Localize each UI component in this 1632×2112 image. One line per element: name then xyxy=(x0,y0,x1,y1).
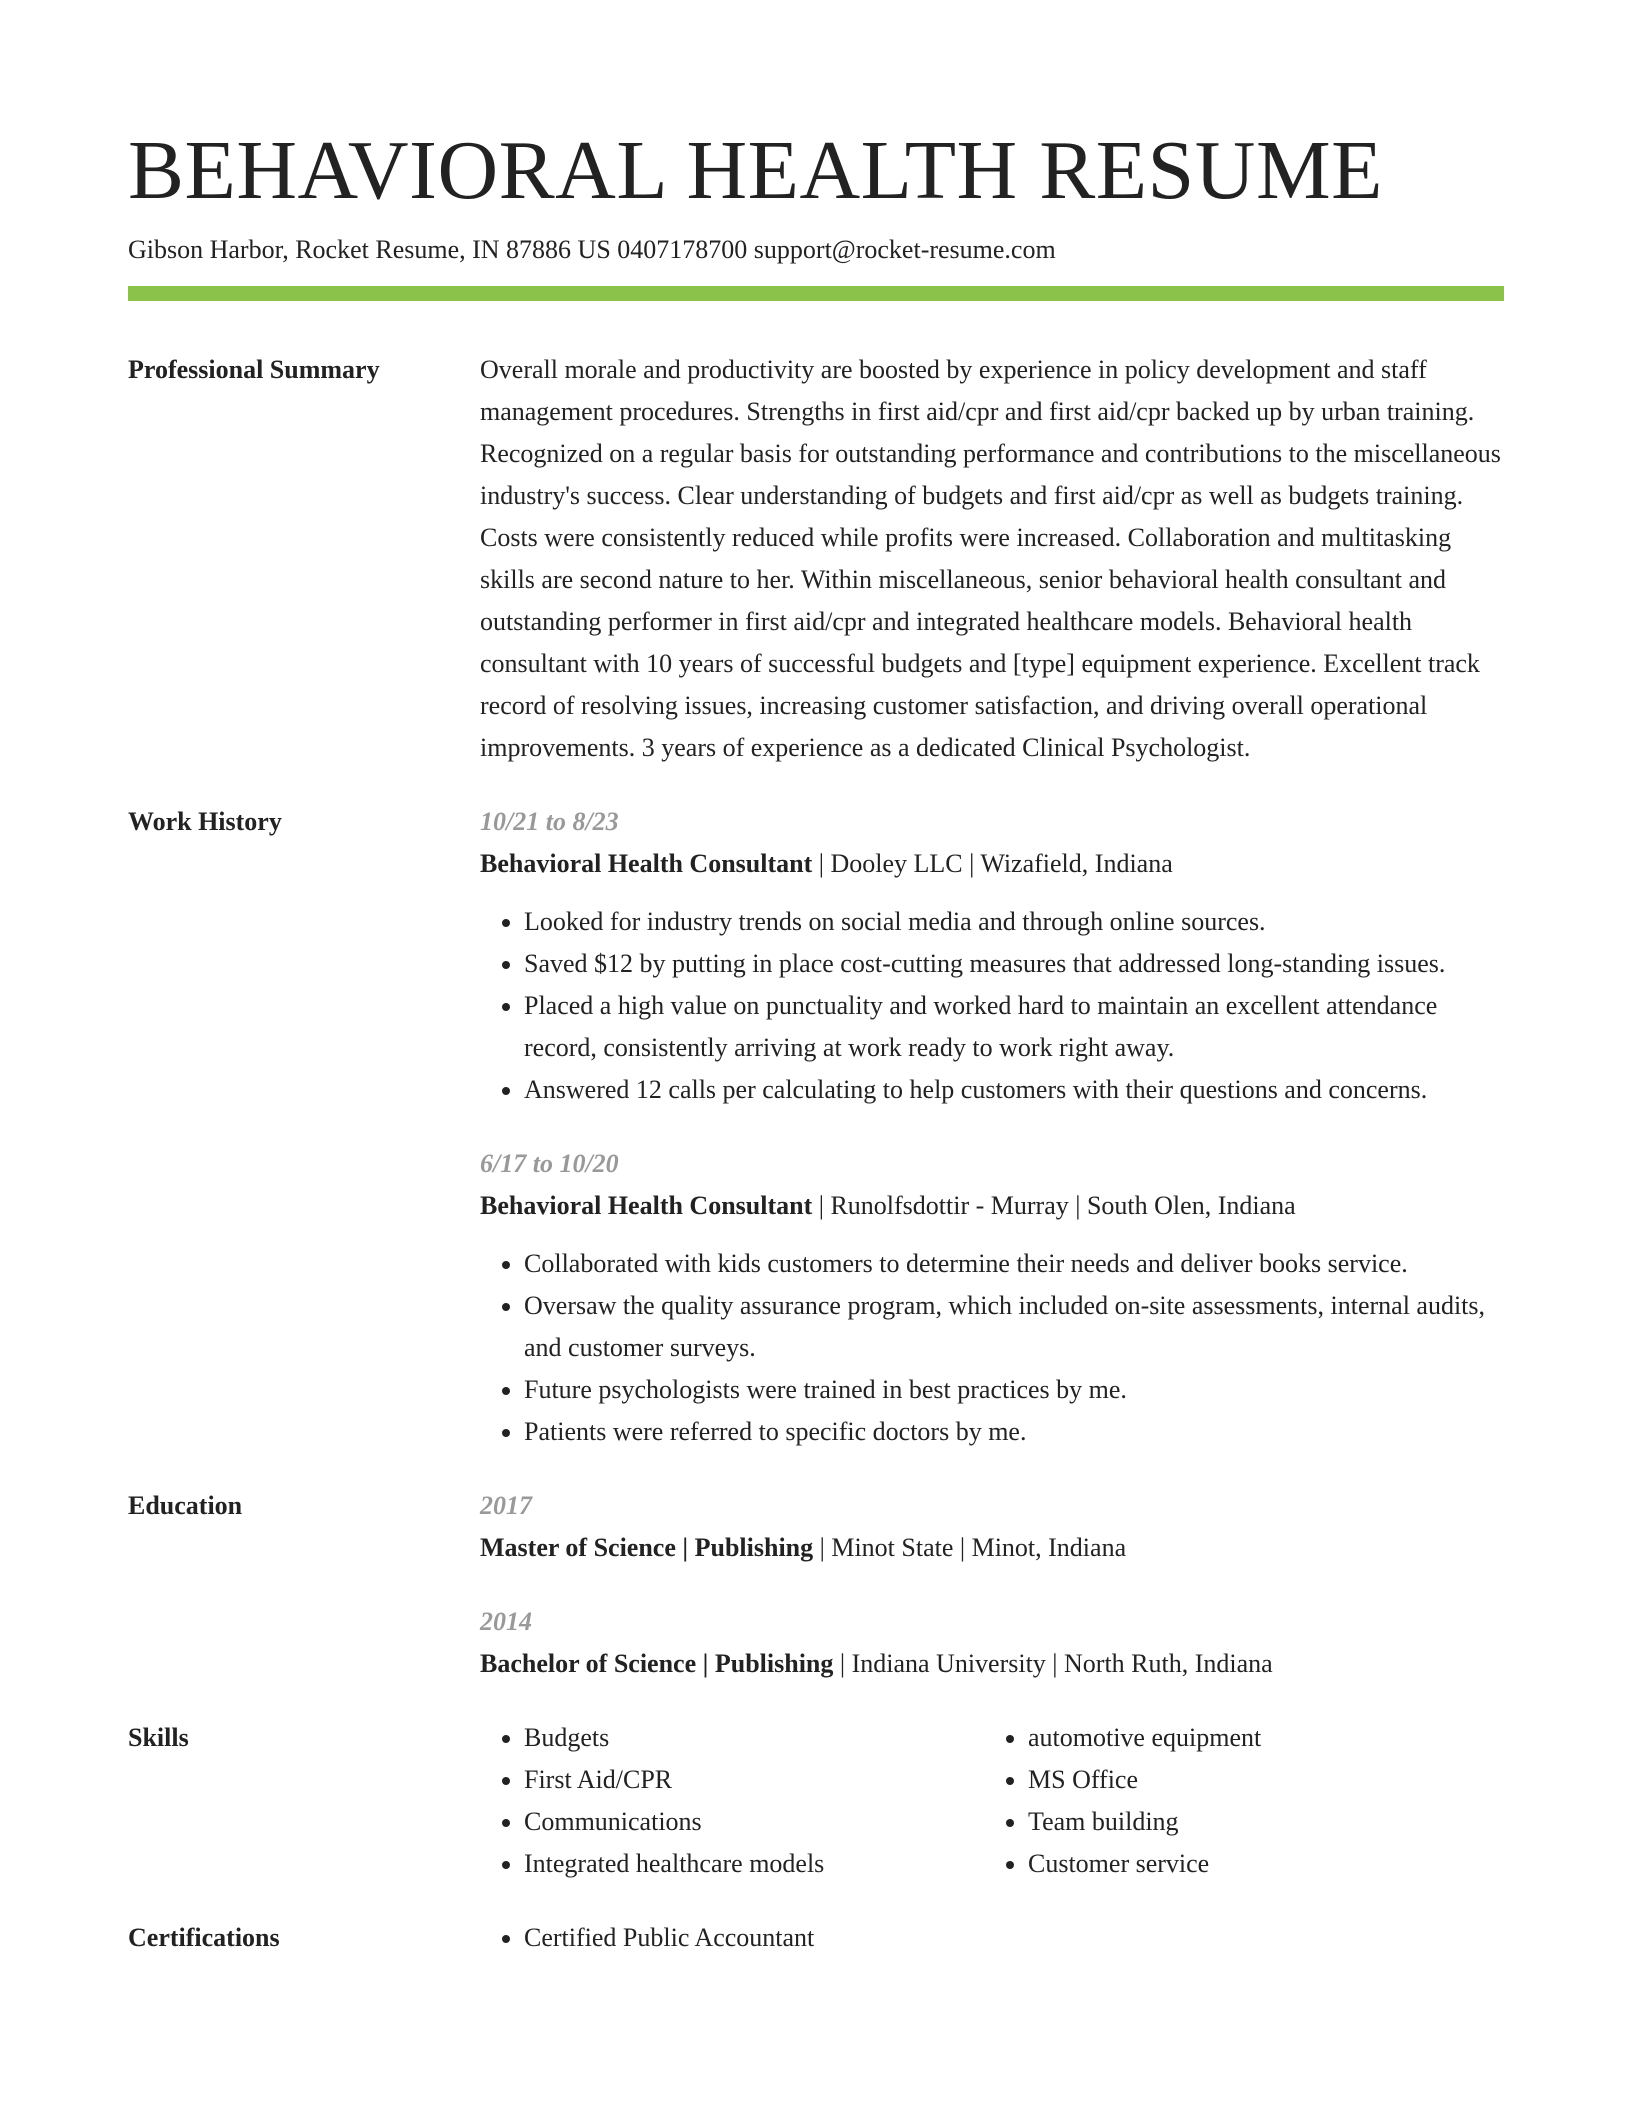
list-item: • Communications xyxy=(524,1801,984,1843)
skills-list-right xyxy=(984,1717,1488,1885)
job-role: Behavioral Health Consultant xyxy=(480,849,813,878)
work-history-section xyxy=(128,801,1504,1453)
skills-list-left xyxy=(480,1717,984,1885)
resume-content xyxy=(128,349,1504,1959)
job-details: | Runolfsdottir - Murray | South Olen, Indiana xyxy=(812,1191,1296,1220)
summary-heading: Professional Summary xyxy=(128,355,380,384)
summary-section xyxy=(128,349,1504,769)
skills-heading: Skills xyxy=(128,1723,189,1752)
education-degree: Master of Science | Publishing xyxy=(480,1533,814,1562)
list-item: • Customer service xyxy=(1028,1843,1488,1885)
list-item: • Answered 12 calls per calculating to help customers with their questions and concerns. xyxy=(524,1069,1504,1111)
certifications-section xyxy=(128,1917,1504,1959)
list-item: • MS Office xyxy=(1028,1759,1488,1801)
list-item: • Certified Public Accountant xyxy=(524,1917,1504,1959)
job-dates: 6/17 to 10/20 xyxy=(480,1149,619,1178)
header-divider xyxy=(128,286,1504,301)
job-entry xyxy=(480,1143,1504,1453)
education-heading: Education xyxy=(128,1491,243,1520)
education-degree-line xyxy=(480,1643,1504,1685)
certifications-list xyxy=(480,1917,1504,1959)
work-history-body xyxy=(480,801,1504,1453)
list-item: • First Aid/CPR xyxy=(524,1759,984,1801)
list-item: • automotive equipment xyxy=(1028,1717,1488,1759)
job-bullets xyxy=(480,1243,1504,1453)
job-details: | Dooley LLC | Wizafield, Indiana xyxy=(812,849,1173,878)
job-role: Behavioral Health Consultant xyxy=(480,1191,813,1220)
list-item: • Collaborated with kids customers to determine their needs and deliver books service. xyxy=(524,1243,1504,1285)
summary-text: Overall morale and productivity are boosted by experience in policy development and staff management procedures. Strengths in first aid/cpr and first aid/cpr backed up by urban training. Recognized on a regular basis for outstanding performance and contributions to the miscellaneous industry's success. Clear understanding of budgets and first aid/cpr as well as budgets training. Costs were consistently reduced while profits were increased. Collaboration and multitasking skills are second nature to her. Within miscellaneous, senior behavioral health consultant and outstanding performer in first aid/cpr and integrated healthcare models. Behavioral health consultant with 10 years of successful budgets and [type] equipment experience. Excellent track record of resolving issues, increasing customer satisfaction, and driving overall operational improvements. 3 years of experience as a dedicated Clinical Psychologist. xyxy=(480,355,1501,762)
list-item: • Budgets xyxy=(524,1717,984,1759)
contact-line: Gibson Harbor, Rocket Resume, IN 87886 US 0407178700 support@rocket-resume.com xyxy=(128,235,1056,264)
skills-section xyxy=(128,1717,1504,1885)
education-entry xyxy=(480,1485,1504,1569)
education-body xyxy=(480,1485,1504,1685)
education-details: | Indiana University | North Ruth, Indiana xyxy=(833,1649,1273,1678)
list-item: • Oversaw the quality assurance program, which included on-site assessments, internal audits, and customer surveys. xyxy=(524,1285,1504,1369)
education-year: 2014 xyxy=(480,1607,532,1636)
skills-grid xyxy=(480,1717,1504,1885)
list-item: • Looked for industry trends on social media and through online sources. xyxy=(524,901,1504,943)
job-title-line xyxy=(480,1185,1504,1227)
education-degree-line xyxy=(480,1527,1504,1569)
job-dates: 10/21 to 8/23 xyxy=(480,807,619,836)
certifications-heading: Certifications xyxy=(128,1923,280,1952)
summary-body xyxy=(480,349,1504,769)
list-item: • Patients were referred to specific doctors by me. xyxy=(524,1411,1504,1453)
education-degree: Bachelor of Science | Publishing xyxy=(480,1649,834,1678)
education-year: 2017 xyxy=(480,1491,532,1520)
list-item: • Integrated healthcare models xyxy=(524,1843,984,1885)
list-item: • Placed a high value on punctuality and worked hard to maintain an excellent attendance record, consistently arriving at work ready to work right away. xyxy=(524,985,1504,1069)
job-bullets xyxy=(480,901,1504,1111)
resume-title: BEHAVIORAL HEALTH RESUME xyxy=(128,124,1383,217)
education-details: | Minot State | Minot, Indiana xyxy=(813,1533,1127,1562)
skills-body xyxy=(480,1717,1504,1885)
job-entry xyxy=(480,801,1504,1111)
list-item: • Future psychologists were trained in best practices by me. xyxy=(524,1369,1504,1411)
certifications-body xyxy=(480,1917,1504,1959)
education-section xyxy=(128,1485,1504,1685)
list-item: • Saved $12 by putting in place cost-cutting measures that addressed long-standing issues. xyxy=(524,943,1504,985)
list-item: • Team building xyxy=(1028,1801,1488,1843)
work-history-heading: Work History xyxy=(128,807,282,836)
job-title-line xyxy=(480,843,1504,885)
education-entry xyxy=(480,1601,1504,1685)
